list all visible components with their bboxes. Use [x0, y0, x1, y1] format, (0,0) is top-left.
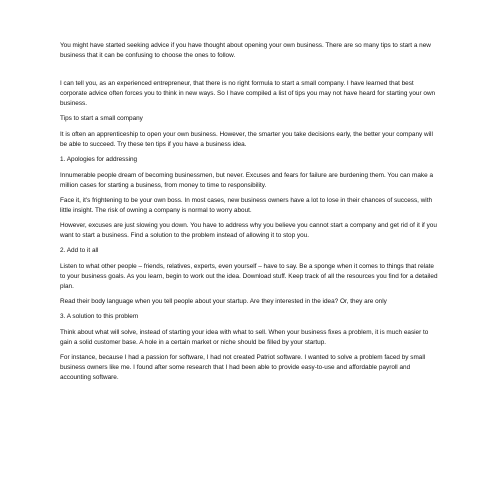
document-body — [60, 41, 440, 388]
tip-2-paragraph-1: Listen to what other people – friends, relatives, experts, even yourself – have to say. Be a sponge when it comes to things that relate to your business goals. As you learn, begin to work out the idea. Download stuff. Keep track of all the resources you find for a detailed plan. — [60, 263, 438, 290]
tip-2-paragraph-2: Read their body language when you tell people about your startup. Are they interested in the idea? Or, they are only — [60, 298, 387, 305]
experience-paragraph: I can tell you, as an experienced entrepreneur, that there is no right formula to start a small company. I have learned that best corporate advice often forces you to think in new ways. So I have compiled a list of tips you may not have heard for starting your own business. — [60, 80, 436, 107]
tip-heading-1: 1. Apologies for addressing — [60, 156, 138, 163]
tip-1-paragraph-3: However, excuses are just slowing you down. You have to address why you believe you cannot start a company and get rid of it if you want to start a business. Find a solution to the problem instead of allowing it to stop you. — [60, 222, 437, 239]
intro-paragraph: You might have started seeking advice if you have thought about opening your own business. There are so many tips to start a new business that it can be confusing to choose the ones to follow. — [60, 42, 431, 59]
tip-3-paragraph-1: Think about what will solve, instead of starting your idea with what to sell. When your business fixes a problem, it is much easier to gain a solid customer base. A hole in a certain market or niche should be filled by your startup. — [60, 329, 429, 346]
tip-heading-3: 3. A solution to this problem — [60, 313, 139, 320]
tip-heading-2: 2. Add to it all — [60, 247, 99, 254]
tip-1-paragraph-1: Innumerable people dream of becoming businessmen, but never. Excuses and fears for failure are burdening them. You can make a million cases for starting a business, from money to time to responsibility. — [60, 172, 434, 189]
tip-3-paragraph-2: For instance, because I had a passion for software, I had not created Patriot software. I wanted to solve a problem faced by small business owners like me. I found after some research that I had been able to provide easy-to-use and affordable payroll and accounting software. — [60, 354, 426, 381]
tip-1-paragraph-2: Face it, it's frightening to be your own boss. In most cases, new business owners have a lot to lose in their chances of success, with little insight. The risk of owning a company is normal to worry about. — [60, 197, 433, 214]
apprenticeship-paragraph: It is often an apprenticeship to open your own business. However, the smarter you take decisions early, the better your company will be able to succeed. Try these ten tips if you have a business idea. — [60, 131, 433, 148]
section-title-tips: Tips to start a small company — [60, 115, 143, 122]
